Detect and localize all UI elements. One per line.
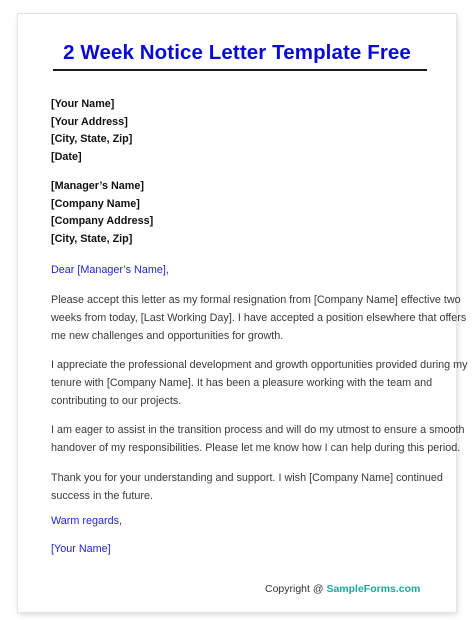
title-divider	[53, 69, 427, 71]
paragraph-line: weeks from today, [Last Working Day]. I have accepted a position elsewhere that offers	[51, 312, 467, 325]
paragraph-3	[51, 421, 465, 457]
paragraph-line: contributing to our projects.	[51, 395, 182, 408]
letter-page	[18, 14, 468, 612]
recipient-city: [City, State, Zip]	[51, 232, 133, 245]
sender-date: [Date]	[51, 150, 82, 163]
salutation-text: Dear [Manager’s Name],	[51, 264, 169, 276]
paragraph-line: Please accept this letter as my formal resignation from [Company Name] effective two	[51, 294, 461, 306]
signature-text: [Your Name]	[51, 543, 111, 555]
recipient-company: [Company Name]	[51, 197, 140, 210]
closing	[51, 513, 431, 529]
salutation	[51, 262, 431, 278]
document-title: 2 Week Notice Letter Template Free	[63, 41, 411, 64]
closing-text: Warm regards,	[51, 515, 122, 527]
sender-name: [Your Name]	[51, 98, 115, 110]
paragraph-line: handover of my responsibilities. Please let me know how I can help during this period.	[51, 442, 461, 455]
paragraph-line: I appreciate the professional development and growth opportunities provided during my	[51, 359, 468, 371]
paragraph-2	[51, 356, 468, 411]
paragraph-1	[51, 291, 467, 346]
copyright-prefix: Copyright @	[265, 583, 324, 595]
paragraph-line: success in the future.	[51, 490, 154, 503]
sender-block	[51, 96, 431, 166]
brand-link[interactable]: SampleForms.com	[326, 583, 421, 595]
sender-address: [Your Address]	[51, 115, 128, 128]
paragraph-4	[51, 469, 443, 505]
recipient-block	[51, 178, 431, 248]
paragraph-line: tenure with [Company Name]. It has been a pleasure working with the team and	[51, 377, 433, 390]
recipient-name: [Manager’s Name]	[51, 180, 145, 192]
paragraph-line: Thank you for your understanding and support. I wish [Company Name] continued	[51, 472, 443, 484]
sender-city: [City, State, Zip]	[51, 133, 133, 146]
recipient-address: [Company Address]	[51, 215, 154, 228]
signature	[51, 541, 431, 557]
paragraph-line: I am eager to assist in the transition process and will do my utmost to ensure a smooth	[51, 424, 465, 436]
paragraph-line: me new challenges and opportunities for growth.	[51, 330, 284, 343]
copyright-footer	[265, 583, 420, 595]
